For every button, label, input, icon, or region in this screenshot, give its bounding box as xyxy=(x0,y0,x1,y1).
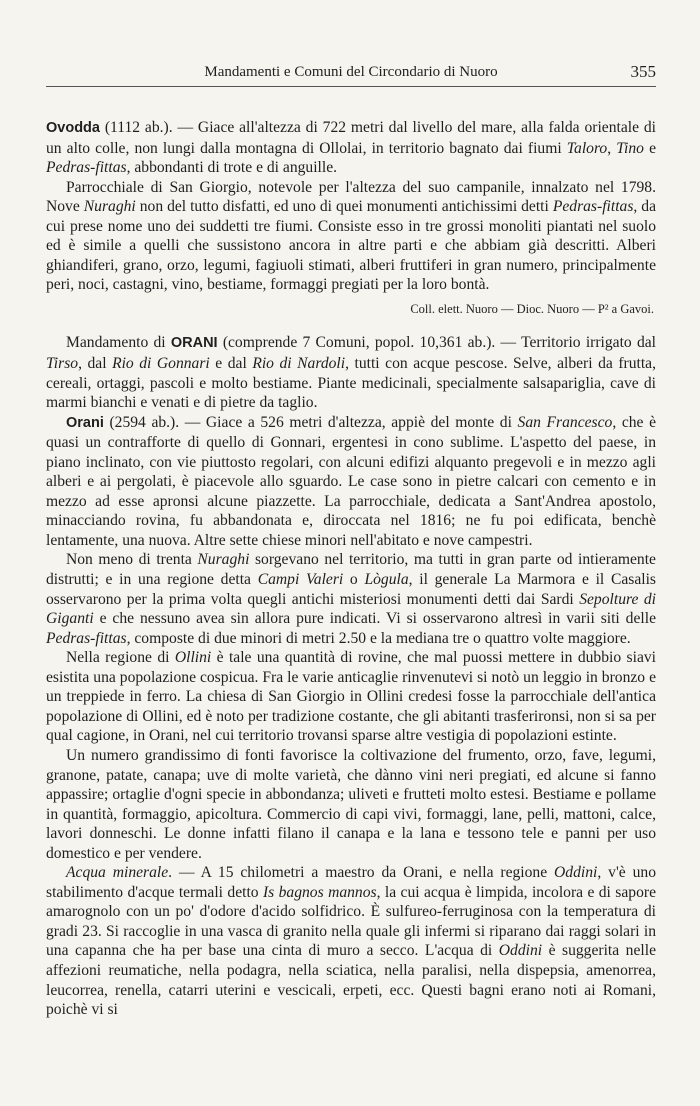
text: Nella regione di xyxy=(66,649,175,667)
text: Parrocchiale di San Giorgio, notevole per l'altezza del suo campanile, innalzato nel 1798. Nove xyxy=(46,178,656,216)
paragraph-orani-nuraghi xyxy=(46,550,656,648)
text: e xyxy=(643,139,656,157)
river-name: Pedras-fittas xyxy=(46,159,127,177)
text: , tutti con acque pescose. Selve, alberi da frutta, cereali, ortaggi, pascoli e molto bestiame. Piante medicinali, specialmente salsapariglia, cave di marmi bianchi e venati e di pietre da taglio. xyxy=(46,355,656,412)
text: , dal xyxy=(78,355,113,373)
text: , xyxy=(607,139,617,157)
mandamento-name: ORANI xyxy=(170,335,218,352)
paragraph-orani xyxy=(46,413,656,551)
text: non del tutto disfatti, ed uno di quei monumenti antichissimi detti xyxy=(135,198,553,216)
text: è suggerita nelle affezioni reumatiche, nella podagra, nella sciatica, nella paralisi, nella dispepsia, amenorrea, leucorrea, renella, catarri uterini e vescicali, erpeti, ecc. Questi bagni erano noti ai Romani, poichè vi si xyxy=(46,942,656,1019)
italic-term: Oddini xyxy=(498,942,543,960)
text: e dal xyxy=(209,355,253,373)
running-header xyxy=(46,62,656,87)
text: (comprende 7 Comuni, popol. 10,361 ab.). — Territorio irrigato dal xyxy=(217,334,656,352)
italic-term: Campi Valeri xyxy=(257,571,344,589)
river-name: Tirso xyxy=(46,355,79,373)
text: Mandamento di xyxy=(66,334,171,352)
text: . — A 15 chilometri a maestro da Orani, e nella regione xyxy=(168,864,555,882)
entry-name-ovodda: Ovodda xyxy=(46,120,100,136)
text: , la cui acqua è limpida, incolora e di sapore amarognolo con un po' d'odore d'acido solfidrico. È sulfureo-ferruginosa con la temperatura di gradi 23. Si raccoglie in una vasca di granito nella quale gli infermi si riparano dai raggi solari in una capanna che ha per base una cinta di muro a secco. L'acqua di xyxy=(46,883,656,960)
entry-name-orani: Orani xyxy=(66,414,104,431)
text: , il generale La Marmora e il Casalis osservarono per la prima volta quegli antichi misteriosi monumenti detti dai Sardi xyxy=(46,571,657,608)
italic-term: Pedras-fittas xyxy=(552,198,634,216)
text: , da cui prese nome uno dei suddetti tre fiumi. Consiste esso in tre grossi monoliti piantati nel suolo ed è simile a quelli che sussistono ancora in altre parti e che abbiam già descritti. Alberi ghiandiferi, grano, orzo, legumi, fagiuoli stimati, alberi fruttiferi in gran numero, principalmente peri, noci, castagni, vino, bestiame, formaggi pregiati per la loro bontà. xyxy=(46,198,656,294)
text: , abbondanti di trote e di anguille. xyxy=(126,159,338,177)
paragraph-mandamento-orani xyxy=(46,333,656,412)
text: Non meno di trenta xyxy=(66,551,198,569)
paragraph-acqua-minerale xyxy=(46,863,656,1019)
text: sorgevano nel territorio, ma tutti in gran parte od intieramente distrutti; e in una regione detta xyxy=(46,551,656,589)
river-name: Taloro xyxy=(566,139,608,157)
text: (1112 ab.). — Giace all'altezza di 722 metri dal livello del mare, alla falda orientale di un alto colle, non lungi dalla montagna di Ollolai, in territorio bagnato dai fiumi xyxy=(46,119,656,157)
paragraph-ovodda xyxy=(46,118,656,178)
text: è tale una quantità di rovine, che mal puossi mettere in dubbio siavi esistita una popolazione cospicua. Fra le varie anticaglie rinvenutevi si notò un leggio in bronzo e un treppiede in ferro. La chiesa di San Giorgio in Ollini credesi fosse la parrocchiale dell'antica popolazione di Ollini, ed è noto per tradizione costante, che gli abitanti trasferironsi, non si sa per qual cagione, in Orani, nel cui territorio trovansi sparse altre vestigia di popolazioni estinte. xyxy=(46,649,656,745)
italic-term: Is bagnos mannos xyxy=(262,883,377,901)
italic-term: Lògula xyxy=(364,571,409,589)
paragraph-orani-economy: Un numero grandissimo di fonti favorisce la coltivazione del frumento, orzo, fave, legumi, granone, patate, canapa; uve di molte varietà, che dànno vini neri pregiati, ed alcune si fanno appassire; ortaglie d'ogni specie in abbondanza; uliveti e frutteti molto estesi. Bestiame e pollame in quantità, formaggio, apicoltura. Commercio di capi vivi, formaggi, lane, pelli, mattoni, calce, lavori donneschi. Le donne infatti filano il canapa e la lana e tessono tele e panni per uso domestico e per vendere. xyxy=(46,746,656,862)
section-label: Acqua minerale xyxy=(66,864,169,882)
paragraph-orani-ollini xyxy=(46,648,656,746)
italic-term: Sepolture di Giganti xyxy=(46,590,656,628)
river-name: Rio di Gonnari xyxy=(112,355,210,373)
electoral-college-note: Coll. elett. Nuoro — Dioc. Nuoro — P² a Gavoi. xyxy=(410,301,654,316)
header-title: Mandamenti e Comuni del Circondario di Nuoro xyxy=(204,64,498,80)
italic-term: Ollini xyxy=(174,649,212,667)
text: , v'è uno stabilimento d'acque termali detto xyxy=(46,864,656,901)
mountain-name: San Francesco xyxy=(517,413,613,431)
text: o xyxy=(343,571,365,589)
italic-term: Nuraghi xyxy=(83,198,136,216)
river-name: Rio di Nardoli xyxy=(252,355,346,373)
text: , composte di due minori di metri 2.50 e la mediana tre o quattro volte maggiore. xyxy=(126,629,631,647)
text: e che nessuno avea sin allora pure indicati. Vi si osservarono altresì in varii siti delle xyxy=(93,610,656,628)
text: (2594 ab.). — Giace a 526 metri d'altezza, appiè del monte di xyxy=(103,413,518,431)
river-name: Tino xyxy=(616,139,644,157)
text: , che è quasi un contrafforte di quello di Gonnari, ergentesi in cono sublime. L'aspetto del paese, in piano inclinato, con vie piuttosto regolari, con alcuni edifizi alquanto pregevoli e in mezzo agli alberi e ai pergolati, è piacevole allo sguardo. Le case sono in pietre calcari con cemento e in mezzo ad esse apronsi alcune piazzette. La parrocchiale, dedicata a Sant'Andrea apostolo, minacciando rovina, fu abbandonata e, diroccata nel 1816; ne fu poi edificata, benchè lentamente, una nuova. Altre sette chiese minori nell'abitato e nove campestri. xyxy=(46,413,656,549)
italic-term: Pedras-fittas xyxy=(46,629,127,647)
italic-term: Nuraghi xyxy=(197,551,250,569)
paragraph-ovodda-parish xyxy=(46,178,656,295)
page-number: 355 xyxy=(630,62,656,81)
italic-term: Oddini xyxy=(554,864,598,882)
page-body xyxy=(46,118,656,1020)
